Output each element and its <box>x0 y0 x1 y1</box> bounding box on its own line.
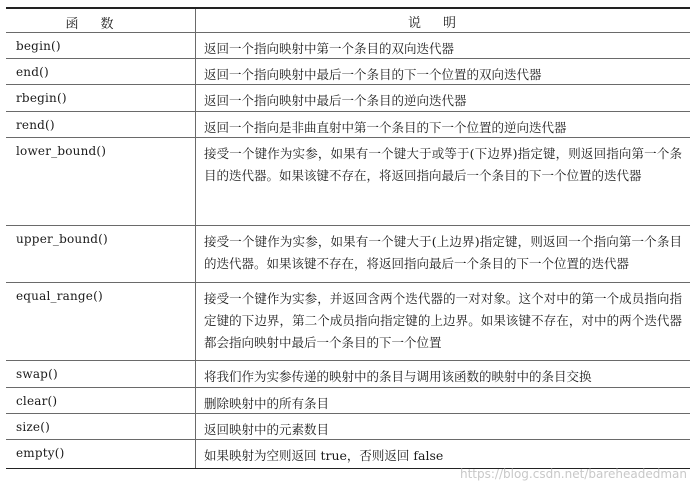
function-name: clear() <box>6 388 196 413</box>
function-name: begin() <box>6 33 196 58</box>
watermark-url: https://blog.csdn.net/bareheadedman <box>460 467 687 481</box>
function-name: size() <box>6 414 196 439</box>
table-row <box>6 226 690 283</box>
function-name: equal_range() <box>6 283 196 360</box>
function-description: 接受一个键作为实参，如果有一个键大于(上边界)指定键，则返回一个指向第一个条目的迭代器。如果该键不存在，将返回指向最后一个条目的下一个位置的迭代器 <box>204 234 682 271</box>
function-description: 返回映射中的元素数目 <box>204 422 330 437</box>
function-description: 返回一个指向映射中最后一个条目的逆向迭代器 <box>204 93 467 108</box>
table-row <box>6 59 690 85</box>
function-description: 删除映射中的所有条目 <box>204 396 330 411</box>
table-row <box>6 361 690 388</box>
table-header-row <box>6 9 690 33</box>
header-description: 说明 <box>407 16 478 31</box>
function-name: empty() <box>6 440 196 468</box>
function-name: rbegin() <box>6 85 196 111</box>
table-row <box>6 414 690 440</box>
function-description: 返回一个指向映射中最后一个条目的下一个位置的双向迭代器 <box>204 67 542 82</box>
function-name: rend() <box>6 112 196 137</box>
table-row <box>6 138 690 226</box>
function-description: 返回一个指向是非曲直射中第一个条目的下一个位置的逆向迭代器 <box>204 120 567 135</box>
function-name: swap() <box>6 361 196 387</box>
function-description: 如果映射为空则返回 true，否则返回 false <box>204 448 444 463</box>
functions-table <box>6 7 690 469</box>
header-function: 函数 <box>6 9 196 32</box>
table-row <box>6 440 690 468</box>
function-description: 接受一个键作为实参，如果有一个键大于或等于(下边界)指定键，则返回指向第一个条目的迭代器。如果该键不存在，将返回指向最后一个条目的下一个位置的迭代器 <box>204 146 682 183</box>
table-row <box>6 112 690 138</box>
function-name: lower_bound() <box>6 138 196 225</box>
function-name: end() <box>6 59 196 84</box>
table-row <box>6 388 690 414</box>
table-row <box>6 85 690 112</box>
function-description: 将我们作为实参传递的映射中的条目与调用该函数的映射中的条目交换 <box>204 369 592 384</box>
table-row <box>6 283 690 361</box>
function-description: 返回一个指向映射中第一个条目的双向迭代器 <box>204 41 455 56</box>
table-row <box>6 33 690 59</box>
function-description: 接受一个键作为实参，并返回含两个迭代器的一对对象。这个对中的第一个成员指向指定键的下边界，第二个成员指向指定键的上边界。如果该键不存在，对中的两个迭代器都会指向映射中最后一个条目的下一个位置 <box>204 291 682 350</box>
function-name: upper_bound() <box>6 226 196 282</box>
